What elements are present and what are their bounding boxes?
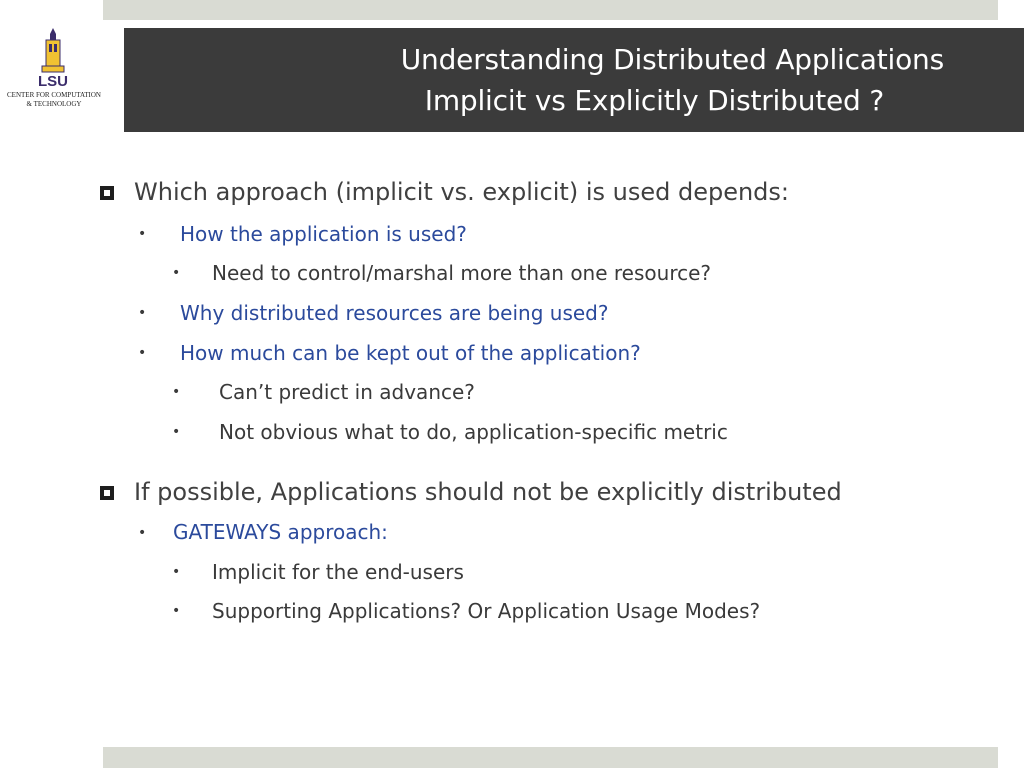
slide-subtitle: Implicit vs Explicitly Distributed ? — [424, 84, 884, 117]
bullet-why-distributed: Why distributed resources are being used? — [180, 301, 609, 325]
logo-caption-2: & TECHNOLOGY — [26, 100, 82, 108]
square-bullet-icon — [100, 486, 114, 500]
top-band — [103, 0, 998, 20]
dot-bullet-icon: • — [138, 226, 147, 242]
dot-bullet-icon: • — [138, 345, 147, 361]
dot-bullet-icon: • — [172, 603, 181, 619]
dot-bullet-icon: • — [172, 424, 181, 440]
bullet-not-obvious: Not obvious what to do, application-specific metric — [219, 420, 728, 444]
bullet-how-much: How much can be kept out of the application? — [180, 341, 641, 365]
dot-bullet-icon: • — [172, 265, 181, 281]
logo-caption-1: CENTER FOR COMPUTATION — [7, 91, 101, 99]
bullet-gateways: GATEWAYS approach: — [173, 520, 388, 544]
bottom-band — [103, 747, 998, 768]
bullet-how-used: How the application is used? — [180, 222, 467, 246]
bullet-supporting-apps: Supporting Applications? Or Application Usage Modes? — [212, 599, 761, 623]
tower-icon — [6, 28, 102, 88]
dot-bullet-icon: • — [138, 305, 147, 321]
dot-bullet-icon: • — [138, 525, 147, 541]
bullet-if-possible: If possible, Applications should not be explicitly distributed — [134, 478, 842, 506]
bullet-cant-predict: Can’t predict in advance? — [219, 380, 475, 404]
title-bar — [124, 28, 1024, 132]
bullet-implicit-end-users: Implicit for the end-users — [212, 560, 464, 584]
square-bullet-icon — [100, 186, 114, 200]
dot-bullet-icon: • — [172, 564, 181, 580]
dot-bullet-icon: • — [172, 384, 181, 400]
bullet-approach: Which approach (implicit vs. explicit) is used depends: — [134, 178, 789, 206]
bullet-marshal: Need to control/marshal more than one resource? — [212, 261, 712, 285]
slide-title: Understanding Distributed Applications — [400, 43, 944, 76]
svg-text:LSU: LSU — [38, 73, 68, 88]
